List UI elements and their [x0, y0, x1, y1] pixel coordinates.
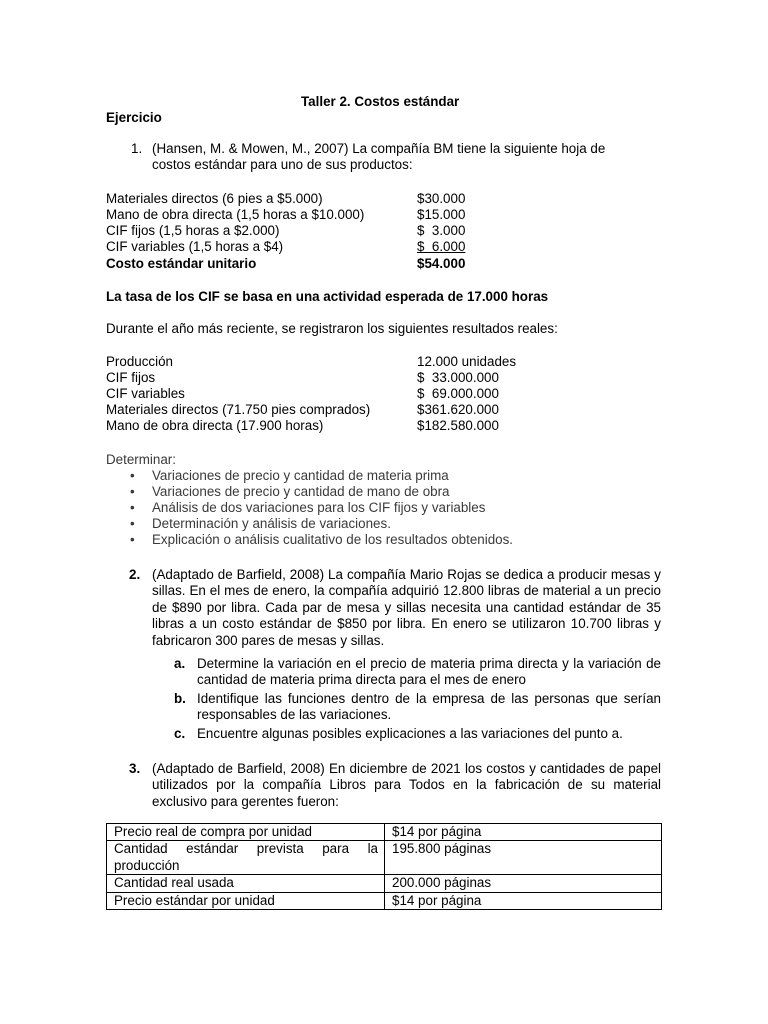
exercise-1-intro-line1: (Hansen, M. & Mowen, M., 2007) La compañía BM tiene la siguiente hoja de — [152, 141, 606, 156]
sheet-row-label: Mano de obra directa (1,5 horas a $10.000) — [106, 207, 365, 222]
actual-row-label: Producción — [106, 354, 173, 369]
table-row — [107, 824, 662, 841]
determine-label: Determinar: — [106, 452, 176, 467]
table-cell-value: $14 por página — [385, 824, 662, 841]
table-cell-label: Cantidad estándar prevista para la producción — [107, 841, 385, 875]
exercise-3-number: 3. — [129, 761, 141, 776]
sheet-row-label: CIF variables (1,5 horas a $4) — [106, 239, 284, 254]
actual-row-label: CIF fijos — [106, 370, 156, 385]
exercise-1-intro-line2: costos estándar para uno de sus productos: — [152, 157, 413, 172]
table-row — [107, 875, 662, 892]
actual-row-value: $182.580.000 — [417, 418, 499, 433]
task-item: Análisis de dos variaciones para los CIF fijos y variables — [152, 500, 486, 515]
sheet-total-value: $54.000 — [417, 256, 466, 271]
task-item: Variaciones de precio y cantidad de materia prima — [152, 468, 449, 483]
actual-row-value: $ 33.000.000 — [417, 370, 499, 385]
sheet-row-value: $ 3.000 — [417, 223, 466, 238]
bullet-icon: • — [130, 516, 135, 531]
paper-cost-table — [106, 823, 662, 910]
actual-row-label: Mano de obra directa (17.900 horas) — [106, 418, 324, 433]
table-row — [107, 841, 662, 875]
sheet-row-label: CIF fijos (1,5 horas a $2.000) — [106, 223, 280, 238]
table-cell-label: Precio estándar por unidad — [107, 892, 385, 909]
table-cell-label: Cantidad real usada — [107, 875, 385, 892]
cif-rate-note: La tasa de los CIF se basa en una actividad esperada de 17.000 horas — [106, 289, 549, 304]
actual-row-value: $361.620.000 — [417, 402, 499, 417]
actual-row-value: 12.000 unidades — [417, 354, 517, 369]
table-cell-label: Precio real de compra por unidad — [107, 824, 385, 841]
actual-row-label: Materiales directos (71.750 pies comprados) — [106, 402, 371, 417]
exercise-2-item-label: c. — [174, 726, 186, 741]
exercise-3-text: (Adaptado de Barfield, 2008) En diciembre de 2021 los costos y cantidades de papel utilizados por la compañía Libros para Todos en la fabricación de su material exclusivo para gerentes fueron: — [152, 761, 661, 809]
exercise-2-item-text: Identifique las funciones dentro de la empresa de las personas que serían responsables de las variaciones. — [197, 691, 661, 723]
table-cell-value: 200.000 páginas — [385, 875, 662, 892]
table-cell-value: $14 por página — [385, 892, 662, 909]
actual-row-value: $ 69.000.000 — [417, 386, 499, 401]
sheet-row-value: $15.000 — [417, 207, 466, 222]
exercise-2-text: (Adaptado de Barfield, 2008) La compañía Mario Rojas se dedica a producir mesas y sillas. En el mes de enero, la compañía adquirió 12.800 libras de material a un precio de $890 por libra. Cada par de mesa y sillas necesita una cantidad estándar de 35 libras a un costo estándar de $850 por libra. En enero se utilizaron 10.700 libras y fabricaron 300 pares de mesas y sillas. — [152, 567, 661, 648]
task-item: Determinación y análisis de variaciones. — [152, 516, 391, 531]
sheet-row-value: $ 6.000 — [417, 239, 466, 254]
sheet-row-value: $30.000 — [417, 191, 466, 206]
exercise-2-item-label: b. — [174, 691, 186, 706]
sheet-row-label: Materiales directos (6 pies a $5.000) — [106, 191, 323, 206]
exercise-1-number: 1. — [131, 141, 143, 156]
actual-row-label: CIF variables — [106, 386, 185, 401]
bullet-icon: • — [130, 532, 135, 547]
task-item: Variaciones de precio y cantidad de mano de obra — [152, 484, 450, 499]
bullet-icon: • — [130, 500, 135, 515]
task-item: Explicación o análisis cualitativo de los resultados obtenidos. — [152, 532, 514, 547]
exercise-2-item-text: Determine la variación en el precio de materia prima directa y la variación de cantidad de materia prima directa para el mes de enero — [197, 656, 661, 688]
bullet-icon: • — [130, 484, 135, 499]
actual-results-intro: Durante el año más reciente, se registraron los siguientes resultados reales: — [106, 321, 558, 336]
section-heading: Ejercicio — [106, 110, 162, 125]
table-cell-value: 195.800 páginas — [385, 841, 662, 875]
page-title: Taller 2. Costos estándar — [301, 94, 460, 109]
exercise-2-item-label: a. — [174, 656, 186, 671]
exercise-2-item-text: Encuentre algunas posibles explicaciones a las variaciones del punto a. — [197, 726, 623, 741]
table-row — [107, 892, 662, 909]
sheet-total-label: Costo estándar unitario — [106, 256, 257, 271]
bullet-icon: • — [130, 468, 135, 483]
exercise-2-number: 2. — [129, 567, 141, 582]
